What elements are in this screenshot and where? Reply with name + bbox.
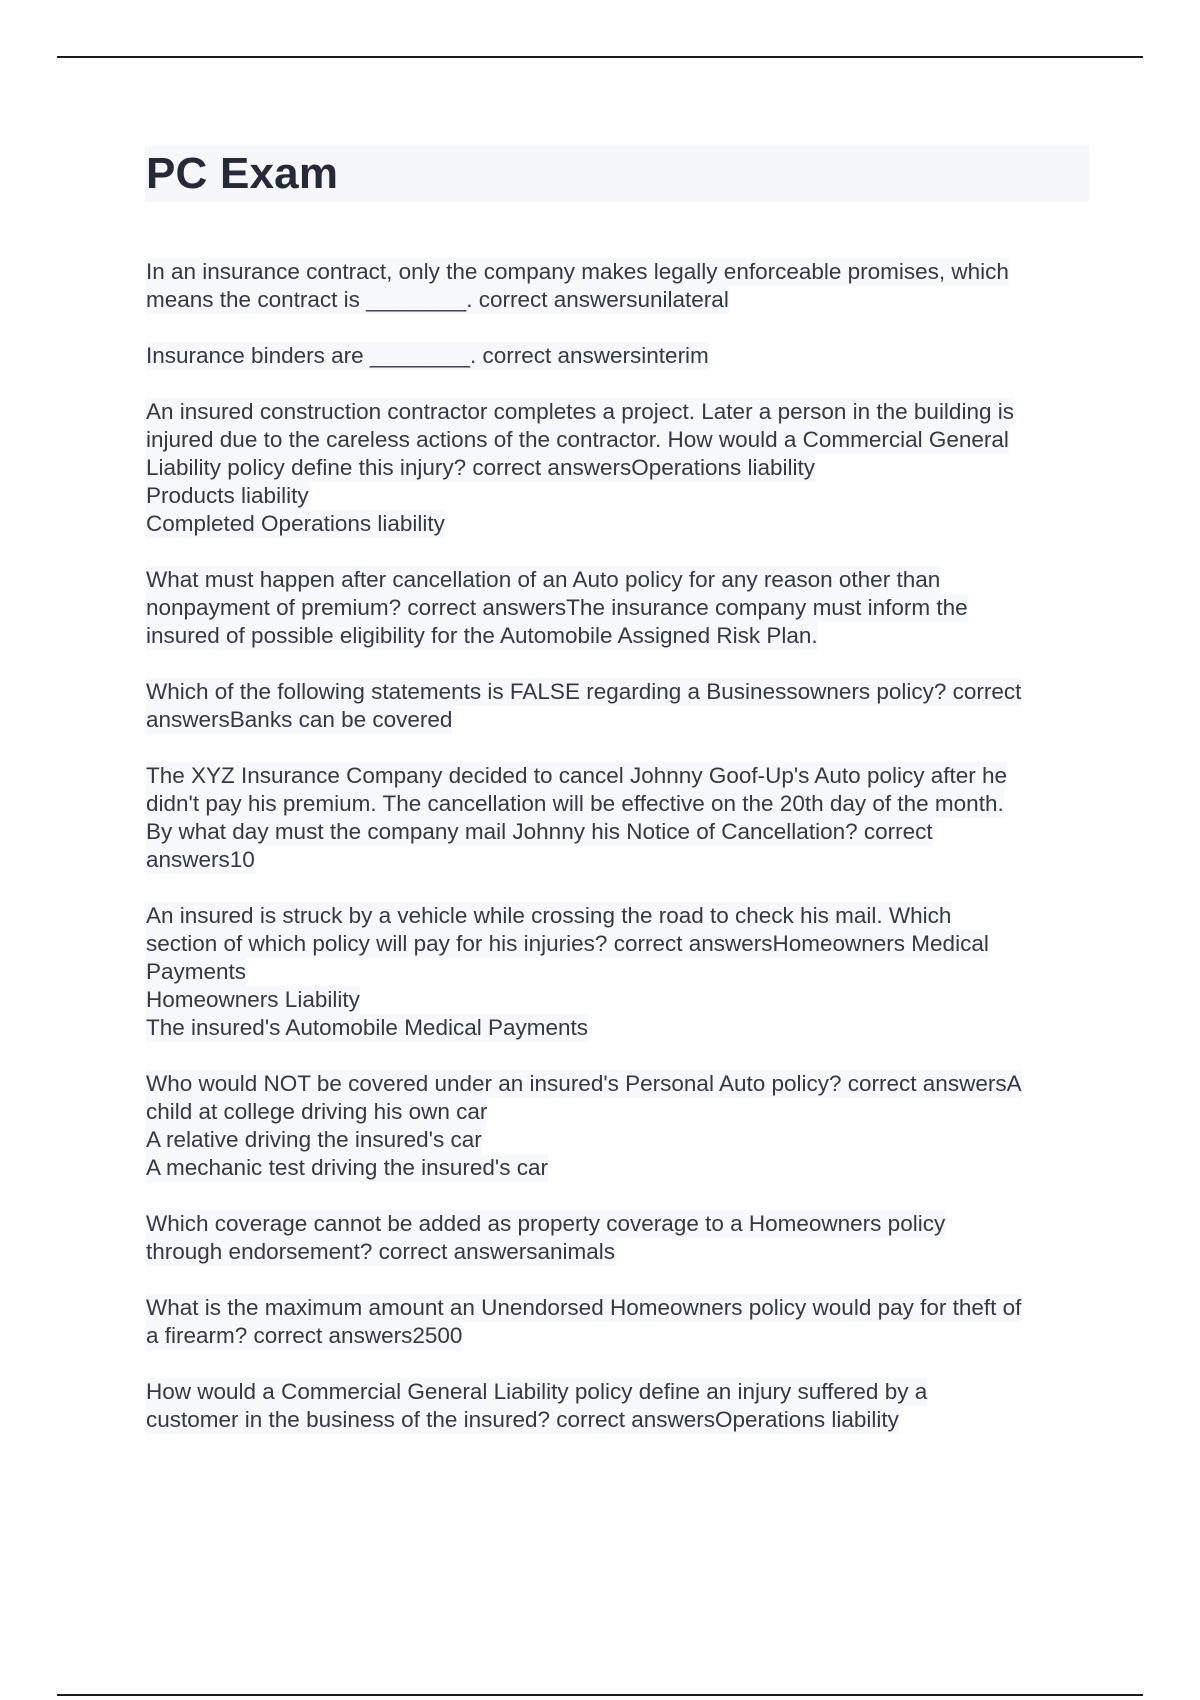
- qa-line: In an insurance contract, only the company makes legally enforceable promises, which: [146, 259, 1009, 284]
- page-title: PC Exam: [146, 149, 339, 198]
- qa-line: What is the maximum amount an Unendorsed Homeowners policy would pay for theft of: [146, 1295, 1022, 1320]
- qa-line: nonpayment of premium? correct answersThe insurance company must inform the: [146, 595, 968, 620]
- qa-line: A relative driving the insured's car: [146, 1127, 482, 1152]
- qa-line: Which coverage cannot be added as property coverage to a Homeowners policy: [146, 1211, 946, 1236]
- qa-entry-4: [146, 566, 1092, 650]
- qa-line: Payments: [146, 959, 247, 984]
- qa-entry-1: [146, 258, 1092, 314]
- qa-line: The XYZ Insurance Company decided to cancel Johnny Goof-Up's Auto policy after he: [146, 763, 1008, 788]
- qa-entry-7: [146, 902, 1092, 1042]
- qa-line: child at college driving his own car: [146, 1099, 488, 1124]
- qa-entry-6: [146, 762, 1092, 874]
- qa-entry-9: [146, 1210, 1092, 1266]
- qa-line: Which of the following statements is FALSE regarding a Businessowners policy? correct: [146, 679, 1022, 704]
- qa-line: Homeowners Liability: [146, 987, 360, 1012]
- qa-entry-5: [146, 678, 1092, 734]
- qa-line: By what day must the company mail Johnny his Notice of Cancellation? correct: [146, 819, 933, 844]
- qa-line: Completed Operations liability: [146, 511, 445, 536]
- qa-line: The insured's Automobile Medical Payments: [146, 1015, 589, 1040]
- qa-line: Who would NOT be covered under an insured's Personal Auto policy? correct answersA: [146, 1071, 1022, 1096]
- qa-line: answers10: [146, 847, 255, 872]
- qa-line: An insured construction contractor completes a project. Later a person in the building is: [146, 399, 1014, 424]
- qa-line: didn't pay his premium. The cancellation will be effective on the 20th day of the month.: [146, 791, 1004, 816]
- qa-line: An insured is struck by a vehicle while crossing the road to check his mail. Which: [146, 903, 952, 928]
- qa-line: a firearm? correct answers2500: [146, 1323, 463, 1348]
- qa-line: A mechanic test driving the insured's car: [146, 1155, 548, 1180]
- qa-entry-3: [146, 398, 1092, 538]
- qa-line: injured due to the careless actions of the contractor. How would a Commercial General: [146, 427, 1009, 452]
- qa-entry-11: [146, 1378, 1092, 1434]
- qa-line: customer in the business of the insured? correct answersOperations liability: [146, 1407, 899, 1432]
- qa-line: answersBanks can be covered: [146, 707, 453, 732]
- qa-entry-10: [146, 1294, 1092, 1350]
- qa-line: Liability policy define this injury? correct answersOperations liability: [146, 455, 816, 480]
- qa-line: Products liability: [146, 483, 309, 508]
- qa-entry-8: [146, 1070, 1092, 1182]
- qa-line: How would a Commercial General Liability policy define an injury suffered by a: [146, 1379, 928, 1404]
- qa-list: [146, 258, 1092, 1462]
- qa-line: means the contract is ________. correct answersunilateral: [146, 287, 729, 312]
- qa-line: section of which policy will pay for his injuries? correct answersHomeowners Medical: [146, 931, 989, 956]
- qa-line: insured of possible eligibility for the Automobile Assigned Risk Plan.: [146, 623, 818, 648]
- qa-line: through endorsement? correct answersanimals: [146, 1239, 615, 1264]
- qa-line: Insurance binders are ________. correct answersinterim: [146, 343, 709, 368]
- qa-line: What must happen after cancellation of an Auto policy for any reason other than: [146, 567, 941, 592]
- top-rule: [57, 56, 1143, 58]
- qa-entry-2: [146, 342, 1092, 370]
- bottom-rule: [57, 1694, 1143, 1696]
